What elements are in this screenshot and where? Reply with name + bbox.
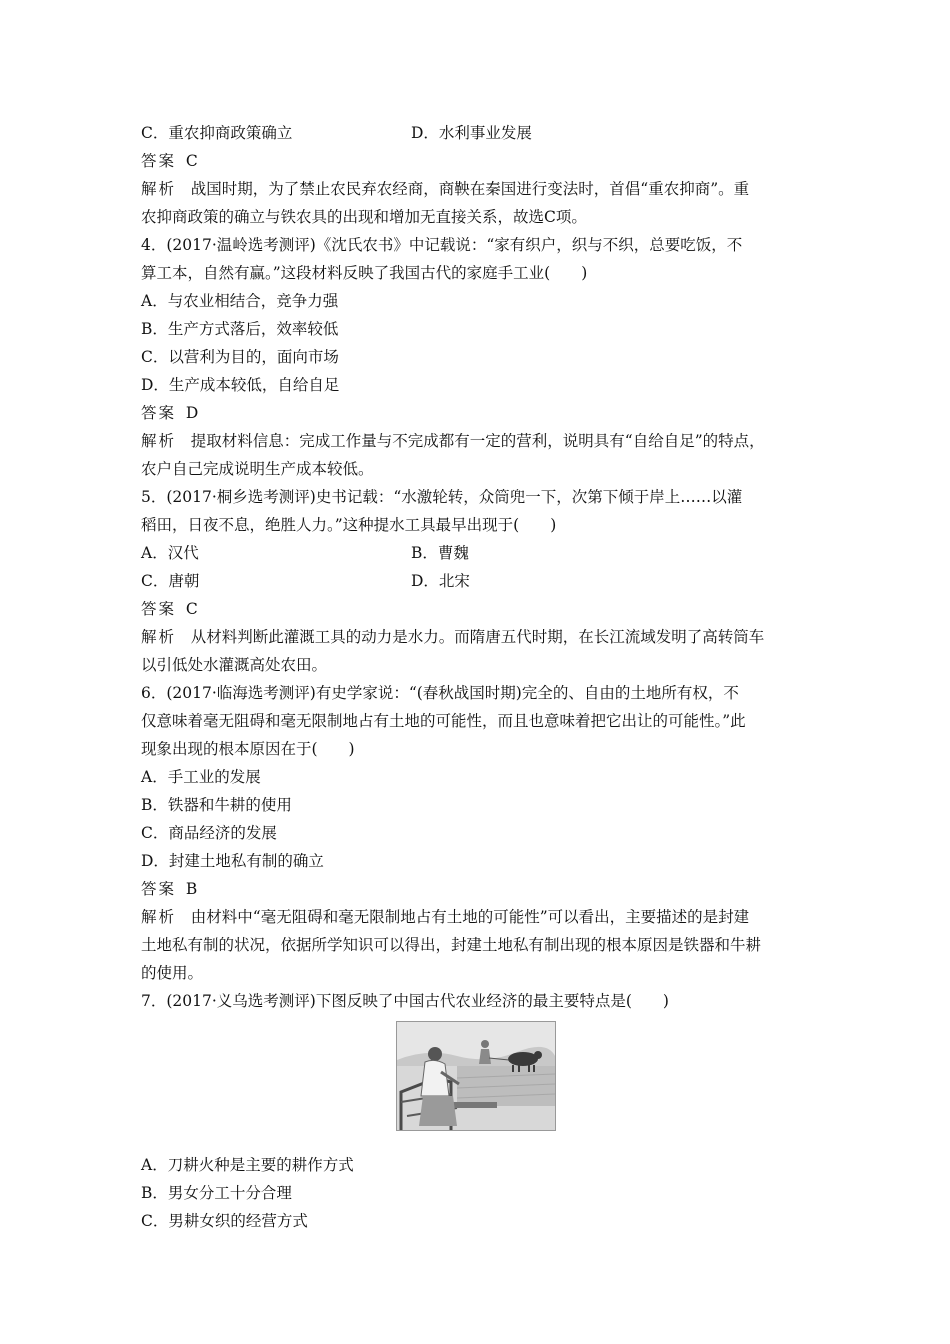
q4-option-a: A．与农业相结合，竞争力强 (141, 292, 339, 310)
answer-value: D (185, 404, 199, 422)
q4-stem-line-1: 4．(2017·温岭选考测评)《沈氏农书》中记载说：“家有织户，织与不织，总要吃饭，不 (141, 236, 743, 254)
analysis-label: 解析 (141, 180, 177, 198)
q3-option-c: C．重农抑商政策确立 (141, 124, 293, 142)
q6-option-c: C．商品经济的发展 (141, 824, 277, 842)
q5-option-d: D．北宋 (411, 572, 470, 590)
analysis-text: 战国时期，为了禁止农民弃农经商，商鞅在秦国进行变法时，首倡“重农抑商”。重 (190, 180, 750, 198)
page-content (141, 119, 811, 1235)
answer-label: 答案 (141, 880, 177, 898)
q5-option-a: A．汉代 (141, 544, 199, 562)
q6-stem-line-1: 6．(2017·临海选考测评)有史学家说：“(春秋战国时期)完全的、自由的土地所有权，不 (141, 684, 739, 702)
analysis-text: 从材料判断此灌溉工具的动力是水力。而隋唐五代时期，在长江流域发明了高转筒车 (190, 628, 765, 646)
analysis-text: 由材料中“毫无阻碍和毫无限制地占有土地的可能性”可以看出，主要描述的是封建 (190, 908, 750, 926)
analysis-text: 提取材料信息：完成工作量与不完成都有一定的营利，说明具有“自给自足”的特点， (190, 432, 765, 450)
q5-stem-line-1: 5．(2017·桐乡选考测评)史书记载：“水激轮转，众筒兜一下，次第下倾于岸上……以灌 (141, 488, 743, 506)
q4-analysis-line-1 (141, 427, 811, 455)
q4-option-d: D．生产成本较低，自给自足 (141, 376, 340, 394)
q7-figure (141, 1021, 811, 1143)
q4-analysis-line-2: 农户自己完成说明生产成本较低。 (141, 460, 374, 478)
answer-value: C (185, 600, 198, 618)
q6-stem-line-3: 现象出现的根本原因在于( ) (141, 740, 355, 758)
q5-stem-line-2: 稻田，日夜不息，绝胜人力。”这种提水工具最早出现于( ) (141, 516, 557, 534)
q6-stem-line-2: 仅意味着毫无阻碍和毫无限制地占有土地的可能性，而且也意味着把它出让的可能性。”此 (141, 712, 746, 730)
analysis-label: 解析 (141, 628, 177, 646)
q6-option-d: D．封建土地私有制的确立 (141, 852, 324, 870)
answer-label: 答案 (141, 152, 177, 170)
q6-option-b: B．铁器和牛耕的使用 (141, 796, 292, 814)
answer-value: B (185, 880, 198, 898)
q3-analysis-line-2: 农抑商政策的确立与铁农具的出现和增加无直接关系，故选C项。 (141, 208, 587, 226)
q4-answer (141, 399, 811, 427)
q7-stem-line-1: 7．(2017·义乌选考测评)下图反映了中国古代农业经济的最主要特点是( ) (141, 992, 669, 1010)
q4-option-b: B．生产方式落后，效率较低 (141, 320, 339, 338)
q6-analysis-line-3: 的使用。 (141, 964, 204, 982)
q7-option-a: A．刀耕火种是主要的耕作方式 (141, 1156, 354, 1174)
q5-option-b: B．曹魏 (411, 544, 469, 562)
q3-answer (141, 147, 811, 175)
q7-option-c: C．男耕女织的经营方式 (141, 1212, 308, 1230)
q6-analysis-line-2: 土地私有制的状况，依据所学知识可以得出，封建土地私有制出现的根本原因是铁器和牛耕 (141, 936, 762, 954)
q3-options-row (141, 119, 811, 147)
q3-analysis-line-1 (141, 175, 811, 203)
q5-analysis-line-1 (141, 623, 811, 651)
q5-options-row-2 (141, 567, 811, 595)
answer-label: 答案 (141, 600, 177, 618)
q3-option-d: D．水利事业发展 (411, 124, 532, 142)
analysis-label: 解析 (141, 908, 177, 926)
q6-option-a: A．手工业的发展 (141, 768, 261, 786)
q6-answer (141, 875, 811, 903)
q4-stem-line-2: 算工本，自然有赢。”这段材料反映了我国古代的家庭手工业( ) (141, 264, 588, 282)
q5-analysis-line-2: 以引低处水灌溉高处农田。 (141, 656, 328, 674)
q7-option-b: B．男女分工十分合理 (141, 1184, 292, 1202)
q5-answer (141, 595, 811, 623)
q4-option-c: C．以营利为目的，面向市场 (141, 348, 339, 366)
analysis-label: 解析 (141, 432, 177, 450)
answer-label: 答案 (141, 404, 177, 422)
farming-weaving-illustration (396, 1021, 556, 1131)
q5-option-c: C．唐朝 (141, 572, 200, 590)
answer-value: C (185, 152, 198, 170)
q6-analysis-line-1 (141, 903, 811, 931)
q5-options-row-1 (141, 539, 811, 567)
